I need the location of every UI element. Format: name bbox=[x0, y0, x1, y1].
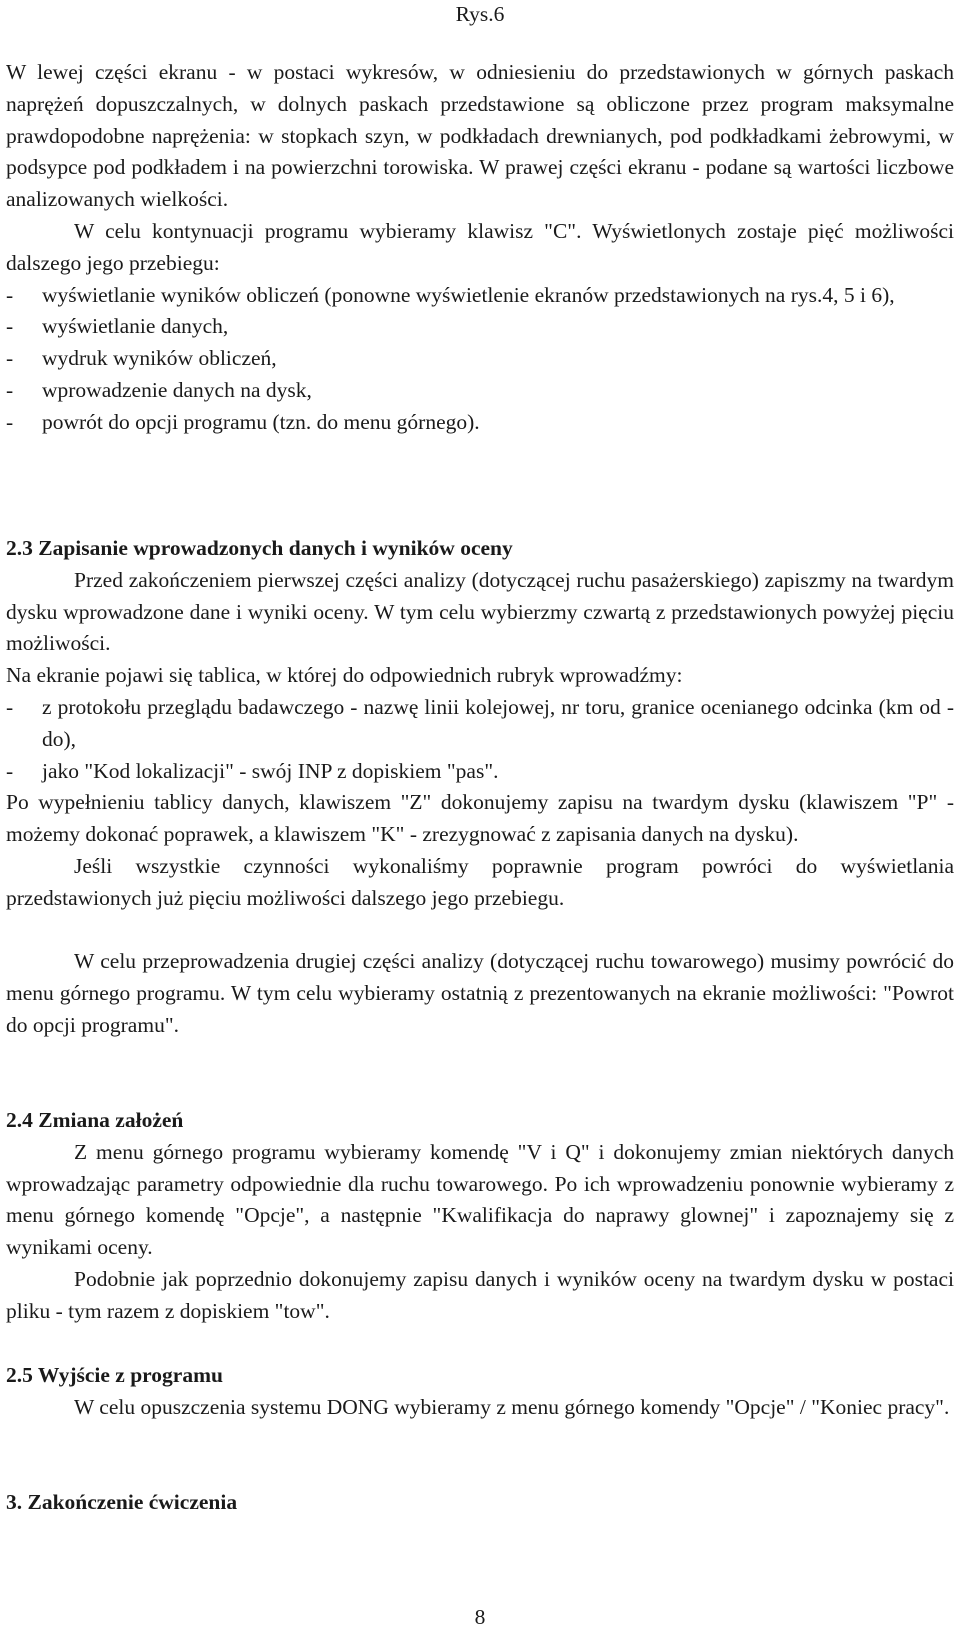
list-item: - jako "Kod lokalizacji" - swój INP z dopiskiem "pas". bbox=[6, 758, 499, 783]
intro-continue-paragraph: W celu kontynuacji programu wybieramy klawisz "C". Wyświetlonych zostaje pięć możliwości dalszego jego przebiegu: bbox=[6, 218, 954, 275]
intro-paragraph: W lewej części ekranu - w postaci wykresów, w odniesieniu do przedstawionych w górnych paskach naprężeń dopuszczalnych, w dolnych paskach przedstawione są obliczone przez program maksymalne prawdopodobne naprężenia: w stopkach szyn, w podkładach drewnianych, pod podkładkami żebrowymi, w podsypce pod podkładem i na powierzchni torowiska. W prawej części ekranu - podane są wartości liczbowe analizowanych wielkości. bbox=[6, 60, 954, 212]
section-heading: 2.3 Zapisanie wprowadzonych danych i wyników oceny bbox=[6, 536, 513, 560]
option-item: - wprowadzenie danych na dysk, bbox=[6, 377, 312, 402]
option-item: - powrót do opcji programu (tzn. do menu górnego). bbox=[6, 409, 480, 434]
section-paragraph: Podobnie jak poprzednio dokonujemy zapisu danych i wyników oceny na twardym dysku w postaci pliku - tym razem z dopiskiem "tow". bbox=[6, 1266, 954, 1323]
section-paragraph: Z menu górnego programu wybieramy komendę "V i Q" i dokonujemy zmian niektórych danych wprowadzając parametry odpowiednie dla ruchu towarowego. Po ich wprowadzeniu ponownie wybieramy z menu górnego komendę "Opcje", a następnie "Kwalifikacja do naprawy glownej" i zapoznajemy się z wynikami oceny. bbox=[6, 1139, 954, 1260]
page-number: 8 bbox=[474, 1605, 486, 1629]
section-heading: 2.4 Zmiana założeń bbox=[6, 1108, 184, 1132]
section-3 bbox=[6, 1487, 954, 1519]
section-heading: 3. Zakończenie ćwiczenia bbox=[6, 1490, 238, 1514]
section-paragraph: W celu przeprowadzenia drugiej części analizy (dotyczącej ruchu towarowego) musimy powrócić do menu górnego programu. W tym celu wybieramy ostatnią z prezentowanych na ekranie możliwości: "Powrot do opcji programu". bbox=[6, 949, 954, 1037]
section-paragraph: Jeśli wszystkie czynności wykonaliśmy poprawnie program powróci do wyświetlania przedstawionych już pięciu możliwości dalszego jego przebiegu. bbox=[6, 853, 954, 910]
section-2-4 bbox=[6, 1105, 954, 1328]
option-item: - wyświetlanie danych, bbox=[6, 314, 229, 339]
option-item: - wyświetlanie wyników obliczeń (ponowne wyświetlenie ekranów przedstawionych na rys.4, 5 i 6), bbox=[6, 282, 895, 307]
section-paragraph: Przed zakończeniem pierwszej części analizy (dotyczącej ruchu pasażerskiego) zapiszmy na twardym dysku wprowadzone dane i wyniki oceny. W tym celu wybierzmy czwartą z przedstawionych powyżej pięciu możliwości. bbox=[6, 567, 954, 656]
section-paragraph: Po wypełnieniu tablicy danych, klawiszem "Z" dokonujemy zapisu na twardym dysku (klawiszem "P" - możemy dokonać poprawek, a klawiszem "K" - zrezygnować z zapisania danych na dysku). bbox=[6, 790, 954, 847]
list-item: - z protokołu przeglądu badawczego - nazwę linii kolejowej, nr toru, granice ocenianego odcinka (km od - do), bbox=[6, 694, 954, 751]
section-2-5 bbox=[6, 1360, 954, 1424]
intro-section bbox=[6, 57, 954, 439]
figure-caption: Rys.6 bbox=[455, 2, 505, 26]
option-item: - wydruk wyników obliczeń, bbox=[6, 346, 277, 371]
section-paragraph: Na ekranie pojawi się tablica, w której do odpowiednich rubryk wprowadźmy: bbox=[6, 663, 683, 688]
section-2-3 bbox=[6, 533, 954, 1042]
section-heading: 2.5 Wyjście z programu bbox=[6, 1363, 223, 1387]
section-paragraph: W celu opuszczenia systemu DONG wybieramy z menu górnego komendy "Opcje" / "Koniec pracy". bbox=[74, 1394, 950, 1419]
